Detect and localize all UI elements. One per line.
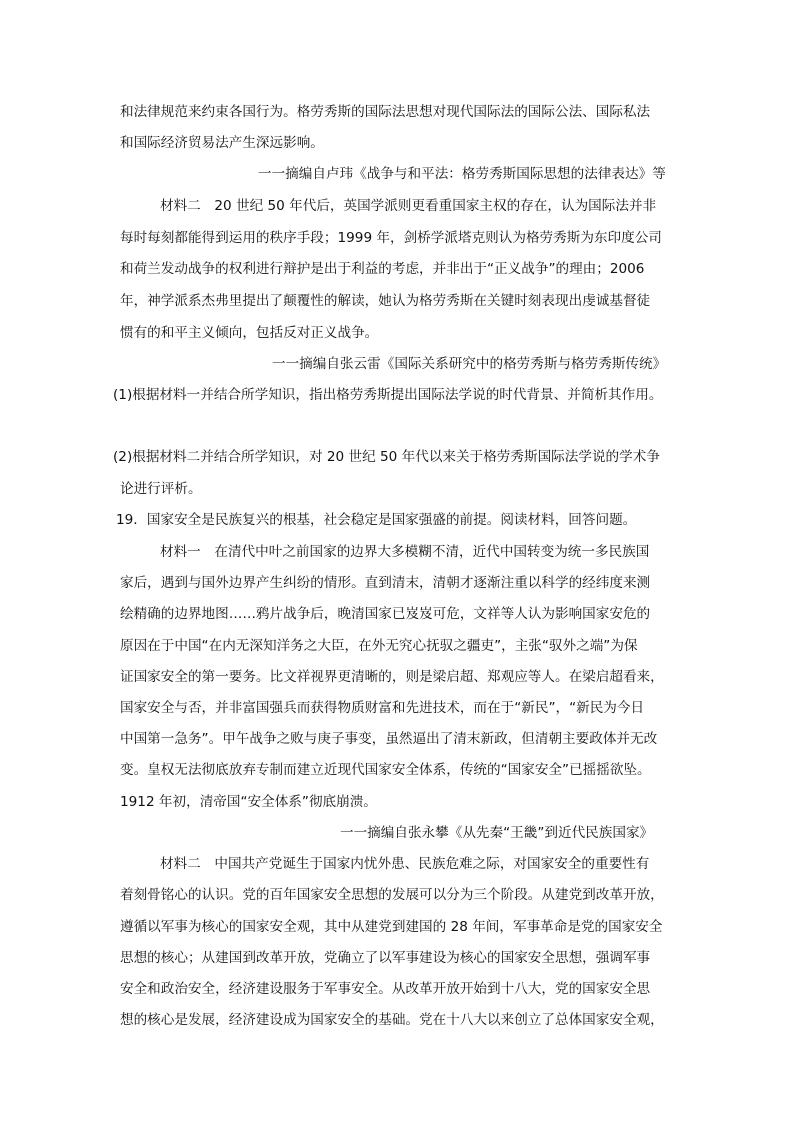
paragraph-line: 想的核心是发展，经济建设成为国家安全的基础。党在十八大以来创立了总体国家安全观， <box>120 1012 664 1028</box>
question-line: (2)根据材料二并结合所学知识，对 20 世纪 50 年代以来关于格劳秀斯国际法学说的学术争 <box>113 449 660 465</box>
question-line: (1)根据材料一并结合所学知识，指出格劳秀斯提出国际法学说的时代背景、并简析其作用。 <box>113 387 663 403</box>
paragraph-line: 每时每刻都能得到运用的秩序手段；1999 年，剑桥学派塔克则认为格劳秀斯为东印度公司 <box>120 230 662 246</box>
paragraph-line: 变。皇权无法彻底放弃专制而建立近现代国家安全体系，传统的“国家安全”已摇摇欲坠。 <box>120 762 651 778</box>
citation-line: 一一摘编自张云雷《国际关系研究中的格劳秀斯与格劳秀斯传统》 <box>272 356 667 372</box>
citation-line: 一一摘编自卢玮《战争与和平法：格劳秀斯国际思想的法律表达》等 <box>258 166 666 182</box>
paragraph-line: 绘精确的边界地图……鸦片战争后，晚清国家已岌岌可危，文祥等人认为影响国家安危的 <box>120 606 651 622</box>
paragraph-line: 着刻骨铭心的认识。党的百年国家安全思想的发展可以分为三个阶段。从建党到改革开放， <box>120 887 664 903</box>
question-heading: 19．国家安全是民族复兴的根基，社会稳定是国家强盛的前提。阅读材料，回答问题。 <box>116 512 637 528</box>
paragraph-line: 家后，遇到与国外边界产生纠纷的情形。直到清末，清朝才逐渐注重以科学的经纬度来测 <box>120 575 651 591</box>
paragraph-line: 思想的核心；从建国到改革开放，党确立了以军事建设为核心的国家安全思想，强调军事 <box>120 950 651 966</box>
paragraph-line: 原因在于中国“在内无深知洋务之大臣，在外无究心抚驭之疆吏”，主张“驭外之端”为保 <box>120 638 638 654</box>
citation-line: 一一摘编自张永攀《从先秦“王畿”到近代民族国家》 <box>340 825 654 841</box>
paragraph-line: 和国际经济贸易法产生深远影响。 <box>120 135 324 151</box>
paragraph-line: 证国家安全的第一要务。比文祥视界更清晰的，则是梁启超、郑观应等人。在梁启超看来， <box>120 669 664 685</box>
paragraph-line: 中国第一急务”。甲午战争之败与庚子事变，虽然逼出了清末新政，但清朝主要政体并无改 <box>120 731 658 747</box>
paragraph-line: 材料二 中国共产党诞生于国家内忧外患、民族危难之际，对国家安全的重要性有 <box>160 856 650 872</box>
paragraph-line: 和荷兰发动战争的权利进行辩护是出于利益的考虑，并非出于“正义战争”的理由；2006 <box>120 261 645 277</box>
paragraph-line: 材料二 20 世纪 50 年代后，英国学派则更看重国家主权的存在，认为国际法并非 <box>160 198 657 214</box>
paragraph-line: 安全和政治安全，经济建设服务于军事安全。从改革开放开始到十八大，党的国家安全思 <box>120 981 651 997</box>
paragraph-line: 和法律规范来约束各国行为。格劳秀斯的国际法思想对现代国际法的国际公法、国际私法 <box>120 104 651 120</box>
paragraph-line: 论进行评析。 <box>120 481 202 497</box>
paragraph-line: 1912 年初，清帝国“安全体系”彻底崩溃。 <box>120 794 377 810</box>
paragraph-line: 遵循以军事为核心的国家安全观，其中从建党到建国的 28 年间，军事革命是党的国家安全 <box>120 919 663 935</box>
paragraph-line: 国家安全与否，并非富国强兵而获得物质财富和先进技术，而在于“新民”，“新民为今日 <box>120 700 645 716</box>
paragraph-line: 惯有的和平主义倾向，包括反对正义战争。 <box>120 325 379 341</box>
paragraph-line: 材料一 在清代中叶之前国家的边界大多模糊不清，近代中国转变为统一多民族国 <box>160 544 650 560</box>
paragraph-line: 年，神学派系杰弗里提出了颠覆性的解读，她认为格劳秀斯在关键时刻表现出虔诚基督徒 <box>120 293 651 309</box>
